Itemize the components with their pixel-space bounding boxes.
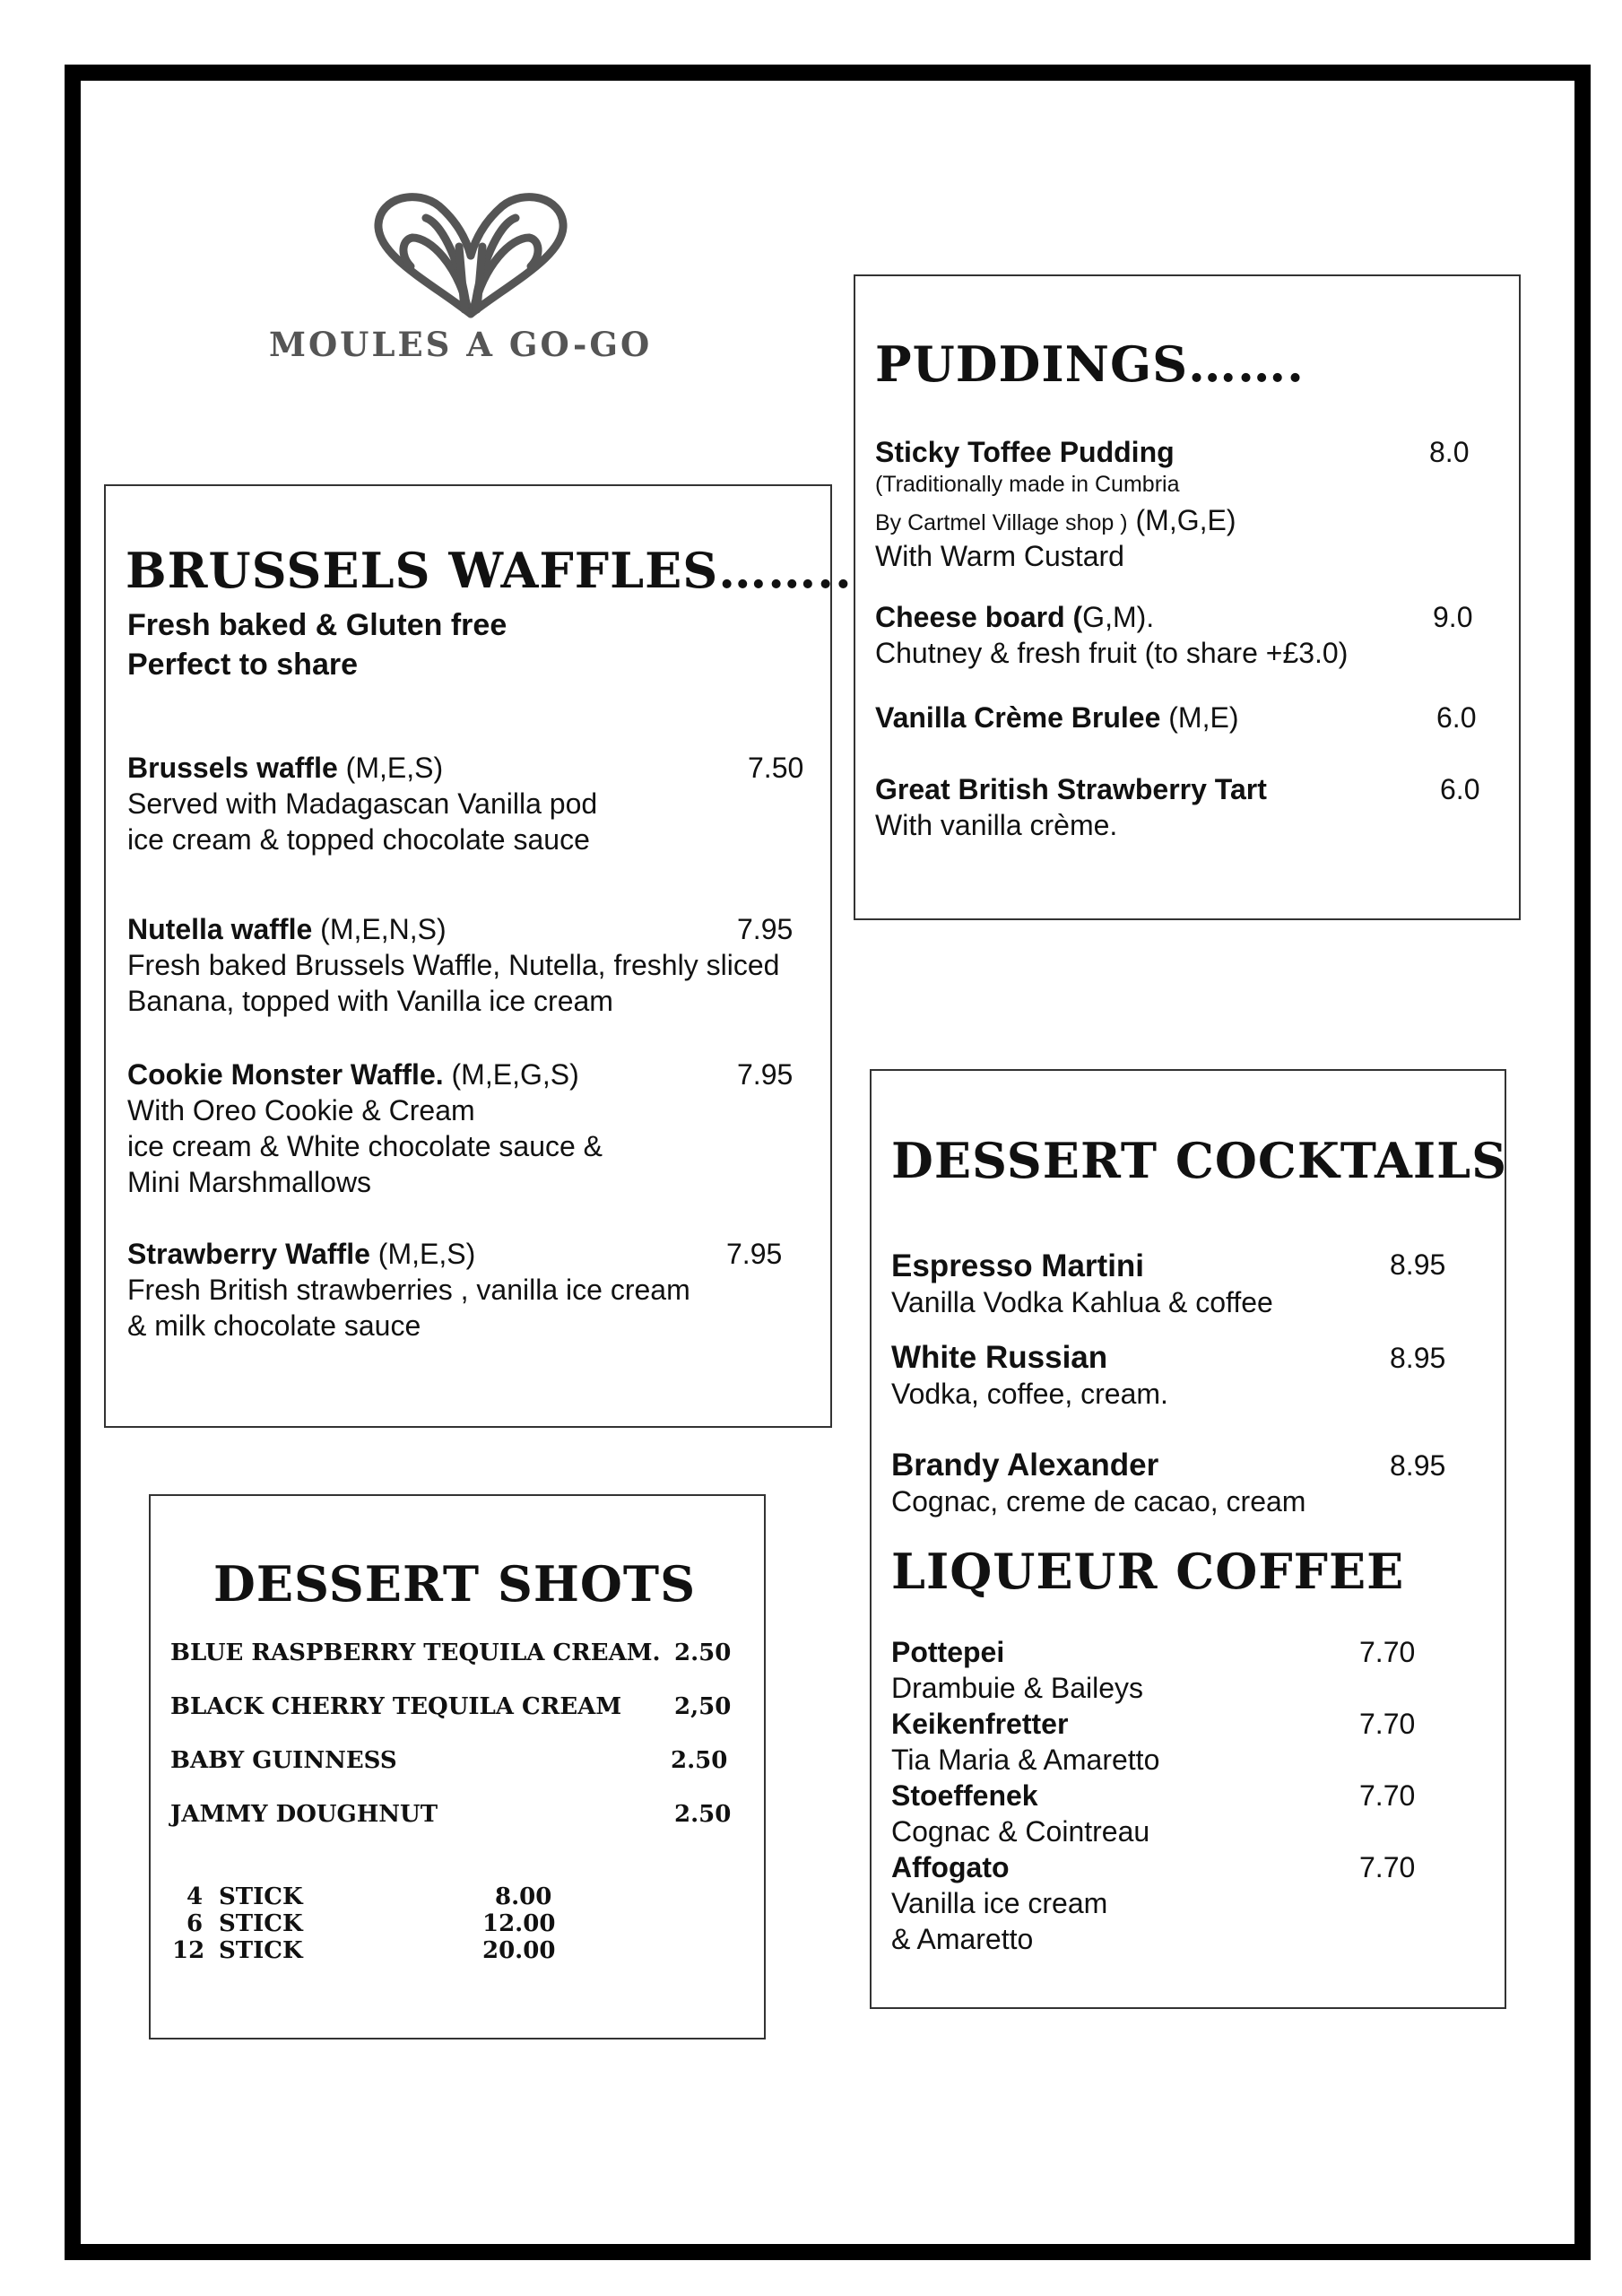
item-tags: (M,E) — [1160, 701, 1239, 734]
item-desc: With Warm Custard — [875, 540, 1124, 572]
item-price: 8.95 — [1390, 1248, 1446, 1281]
item-price: 7.70 — [1359, 1636, 1416, 1668]
waffles-title: BRUSSELS WAFFLES…….. — [126, 542, 853, 599]
item-price: 8.95 — [1390, 1342, 1446, 1374]
item-name: Sticky Toffee Pudding — [875, 436, 1175, 468]
item-desc: Drambuie & Baileys — [891, 1672, 1143, 1704]
stick-count: 12 — [172, 1937, 205, 1964]
item-name: Stoeffenek — [891, 1779, 1038, 1812]
shot-name: BLACK CHERRY TEQUILA CREAM — [170, 1693, 622, 1720]
stick-count: 4 — [186, 1883, 204, 1910]
shot-price: 2.50 — [671, 1747, 728, 1774]
stick-label: STICK — [219, 1937, 303, 1964]
item-price: 7.95 — [737, 913, 794, 945]
pudding-item — [875, 601, 1154, 634]
item-name: Espresso Martini — [891, 1248, 1145, 1283]
shot-name: BABY GUINNESS — [170, 1747, 397, 1774]
item-name: Brussels waffle — [127, 752, 338, 784]
item-name: Affogato — [891, 1851, 1010, 1883]
waffles-subtitle-2: Perfect to share — [127, 648, 358, 682]
item-tags: (M,E,N,S) — [312, 913, 447, 945]
stick-label: STICK — [219, 1910, 303, 1937]
item-name: Pottepei — [891, 1636, 1005, 1668]
shot-price: 2.50 — [674, 1639, 732, 1666]
item-desc: & Amaretto — [891, 1923, 1034, 1955]
item-name: Strawberry Waffle — [127, 1238, 370, 1270]
item-note: By Cartmel Village shop ) — [875, 510, 1128, 535]
stick-price: 8.00 — [495, 1883, 552, 1910]
item-name: Brandy Alexander — [891, 1448, 1159, 1483]
item-price: 7.70 — [1359, 1851, 1416, 1883]
cocktails-section — [870, 1069, 1506, 2009]
item-name: Cheese board ( — [875, 601, 1083, 633]
waffle-item — [127, 752, 443, 785]
item-name: Nutella waffle — [127, 913, 313, 945]
shot-price: 2,50 — [674, 1693, 732, 1720]
puddings-title: PUDDINGS……. — [875, 335, 1305, 393]
item-price: 6.0 — [1436, 701, 1477, 734]
item-desc: ice cream & topped chocolate sauce — [127, 823, 590, 856]
waffle-item — [127, 1058, 579, 1091]
shot-price: 2.50 — [674, 1801, 732, 1828]
stick-label: STICK — [219, 1883, 303, 1910]
item-desc: Served with Madagascan Vanilla pod — [127, 787, 598, 820]
item-price: 8.0 — [1429, 436, 1470, 468]
item-tags: (M,E,S) — [369, 1238, 476, 1270]
item-desc: Tia Maria & Amaretto — [891, 1744, 1160, 1776]
shot-name: JAMMY DOUGHNUT — [170, 1801, 438, 1828]
item-price: 9.0 — [1433, 601, 1473, 633]
item-tags: (M,E,S) — [337, 752, 444, 784]
item-desc: Chutney & fresh fruit (to share +£3.0) — [875, 637, 1349, 669]
item-desc: With vanilla crème. — [875, 809, 1118, 841]
item-tags: (M,G,E) — [1127, 504, 1236, 536]
item-price: 7.95 — [737, 1058, 794, 1091]
stick-count: 6 — [186, 1910, 204, 1937]
item-name: Vanilla Crème Brulee — [875, 701, 1161, 734]
item-desc: Vodka, coffee, cream. — [891, 1378, 1168, 1410]
cocktails-title: DESSERT COCKTAILS — [891, 1132, 1508, 1189]
item-price: 7.70 — [1359, 1708, 1416, 1740]
item-desc: Cognac, creme de cacao, cream — [891, 1485, 1306, 1518]
item-desc: & milk chocolate sauce — [127, 1309, 421, 1342]
heart-shell-logo-icon — [368, 184, 574, 318]
item-name: Keikenfretter — [891, 1708, 1069, 1740]
liqueur-title: LIQUEUR COFFEE — [891, 1543, 1405, 1600]
item-desc: Banana, topped with Vanilla ice cream — [127, 985, 613, 1017]
item-desc: ice cream & White chocolate sauce & — [127, 1130, 603, 1162]
item-price: 7.50 — [748, 752, 804, 784]
item-tags: G,M). — [1082, 601, 1155, 633]
brand-name: MOULES A GO-GO — [269, 325, 653, 364]
item-desc: Vanilla ice cream — [891, 1887, 1108, 1919]
waffle-item — [127, 913, 447, 946]
item-price: 7.95 — [726, 1238, 783, 1270]
stick-price: 12.00 — [482, 1910, 556, 1937]
item-note: (Traditionally made in Cumbria — [875, 472, 1180, 497]
waffles-section — [104, 484, 853, 1428]
waffles-subtitle-1: Fresh baked & Gluten free — [127, 608, 507, 642]
item-name: Great British Strawberry Tart — [875, 773, 1267, 805]
waffle-item — [127, 1238, 475, 1271]
item-desc: Fresh baked Brussels Waffle, Nutella, freshly sliced — [127, 949, 780, 981]
item-price: 6.0 — [1440, 773, 1480, 805]
item-desc: Cognac & Cointreau — [891, 1815, 1150, 1848]
shot-name: BLUE RASPBERRY TEQUILA CREAM. — [170, 1639, 661, 1666]
item-name: Cookie Monster Waffle. — [127, 1058, 444, 1091]
item-price: 8.95 — [1390, 1449, 1446, 1482]
item-desc: Fresh British strawberries , vanilla ice cream — [127, 1274, 690, 1306]
item-desc: With Oreo Cookie & Cream — [127, 1094, 475, 1126]
pudding-item — [875, 701, 1238, 735]
item-desc: Mini Marshmallows — [127, 1166, 372, 1198]
item-tags: (M,E,G,S) — [443, 1058, 579, 1091]
item-desc: Vanilla Vodka Kahlua & coffee — [891, 1286, 1273, 1318]
pudding-note-line — [875, 504, 1236, 537]
item-price: 7.70 — [1359, 1779, 1416, 1812]
item-name: White Russian — [891, 1340, 1108, 1375]
shots-title: DESSERT SHOTS — [213, 1555, 697, 1613]
shots-section — [149, 1494, 766, 2039]
puddings-section — [854, 274, 1521, 920]
stick-price: 20.00 — [482, 1937, 556, 1964]
